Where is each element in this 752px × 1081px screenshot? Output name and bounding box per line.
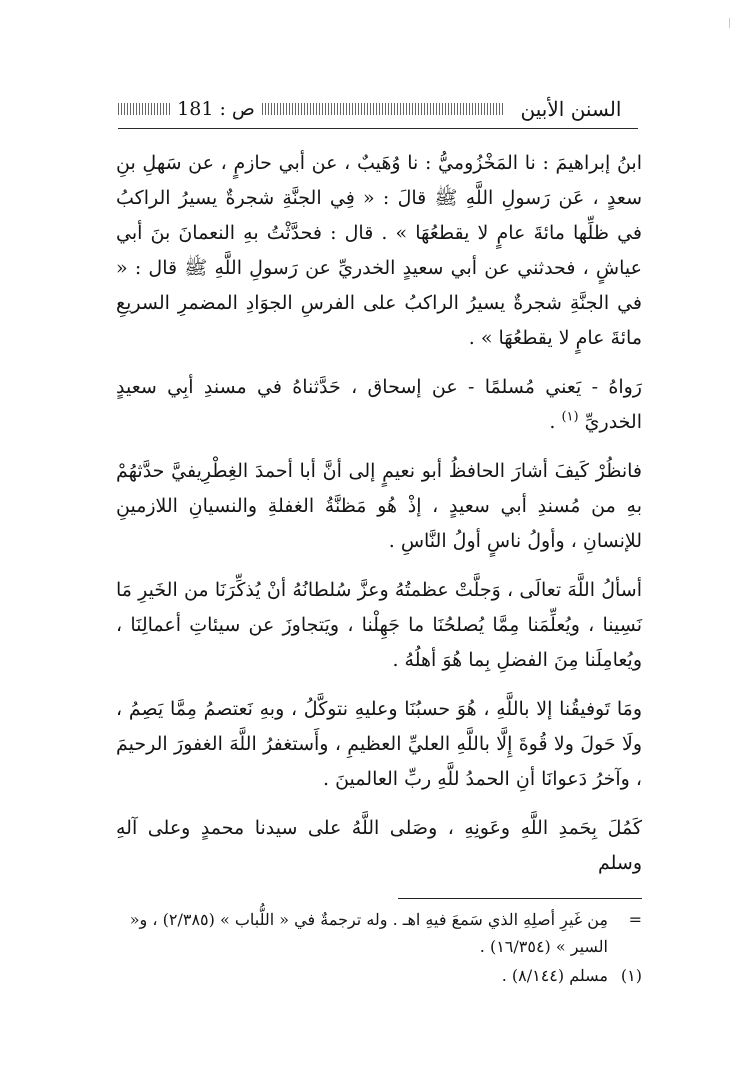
header-ornament-middle	[262, 103, 504, 115]
header-rule	[118, 128, 638, 129]
footnote-continued	[116, 906, 642, 960]
footnote-text: مسلم (٨/١٤٤) .	[501, 966, 608, 985]
paragraph-narration-text: رَواهُ - يَعني مُسلمًا - عن إسحاق ، حَدَّثناهُ في مسندِ أبِي سعيدٍ الخدريِّ	[116, 376, 642, 433]
main-text	[116, 146, 642, 881]
footnote-reference: (١)	[561, 409, 579, 425]
page-edge-mark	[729, 18, 730, 28]
header-ornament-left	[118, 103, 170, 115]
paragraph-colophon: كَمُلَ بِحَمدِ اللَّهِ وعَونِهِ ، وصَلى اللَّهُ على سيدنا محمدٍ وعلى آلهِ وسلم	[116, 817, 642, 874]
paragraph-narration-end: .	[549, 411, 562, 433]
running-header	[118, 94, 638, 124]
paragraph-narration	[116, 370, 642, 440]
footnote-rule	[398, 898, 642, 899]
paragraph-supplication: أسألُ اللَّهَ تعالَى ، وَجلَّتْ عظمتُهُ وعزَّ سُلطانُهُ أنْ يُذكِّرَنَا من الخَيرِ مَا نَسِينا ، ويُعلِّمَنا مِمَّا يُصلحُنَا ما جَهِلْنا ، ويَتجاوزَ عن سيئاتِ أعمالِنَا ، ويُعامِلَنا مِنَ الفضلِ بِما هُوَ أهلُهُ .	[116, 579, 642, 671]
footnote-mark: (١)	[620, 966, 642, 985]
paragraph-commentary: فانظُرْ كَيفَ أشارَ الحافظُ أبو نعيمٍ إلى أنَّ أبا أحمدَ الغِطْرِيفيَّ حدَّثهُمْ بهِ من مُسندِ أبي سعيدٍ ، إذْ هُو مَظنَّةُ الغفلةِ والنسيانِ اللازمينِ للإنسانِ ، وأولُ ناسٍ أولُ النَّاسِ .	[116, 460, 642, 552]
footnote-1	[116, 962, 642, 989]
paragraph-hadith: ابنُ إبراهيمَ : نا المَخْزُوميُّ : نا وُهَيبٌ ، عن أبي حازمٍ ، عن سَهلِ بنِ سعدٍ ، عَن رَسولِ اللَّهِ ﷺ قالَ : « فِي الجنَّةِ شجرةٌ يسيرُ الراكبُ في ظلِّها مائةَ عامٍ لا يقطعُهَا » . قال : فحدَّثْتُ بهِ النعمانَ بنَ أبي عياشٍ ، فحدثني عن أبي سعيدٍ الخدريِّ عن رَسولِ اللَّهِ ﷺ قال : « في الجنَّةِ شجرةٌ يسيرُ الراكبُ على الفرسِ الجوَادِ المضمرِ السريعِ مائةَ عامٍ لا يقطعُهَا » .	[116, 152, 642, 349]
page-number: ص : 181	[177, 98, 255, 120]
book-title: السنن الأبين	[520, 97, 622, 121]
footnote-mark: =	[628, 910, 642, 929]
footnotes	[116, 906, 642, 991]
footnote-text: مِن غَيرِ أصلِهِ الذي سَمعَ فيهِ اهـ . وله ترجمةٌ في « اللُّباب » (٢/٣٨٥) ، و« السير » (١٦/٣٥٤) .	[129, 910, 608, 956]
paragraph-closing-praise: ومَا تَوفيقُنا إلا باللَّهِ ، هُوَ حسبُنَا وعليهِ نتوكَّلُ ، وبهِ نَعتصمُ مِمَّا يَصِمُ ، ولَا حَولَ ولا قُوةَ إِلَّا باللَّهِ العليِّ العظيمِ ، وأَستغفرُ اللَّهَ الغفورَ الرحيمَ ، وآخرُ دَعوانَا أنِ الحمدُ للَّهِ ربِّ العالمينَ .	[116, 698, 642, 790]
